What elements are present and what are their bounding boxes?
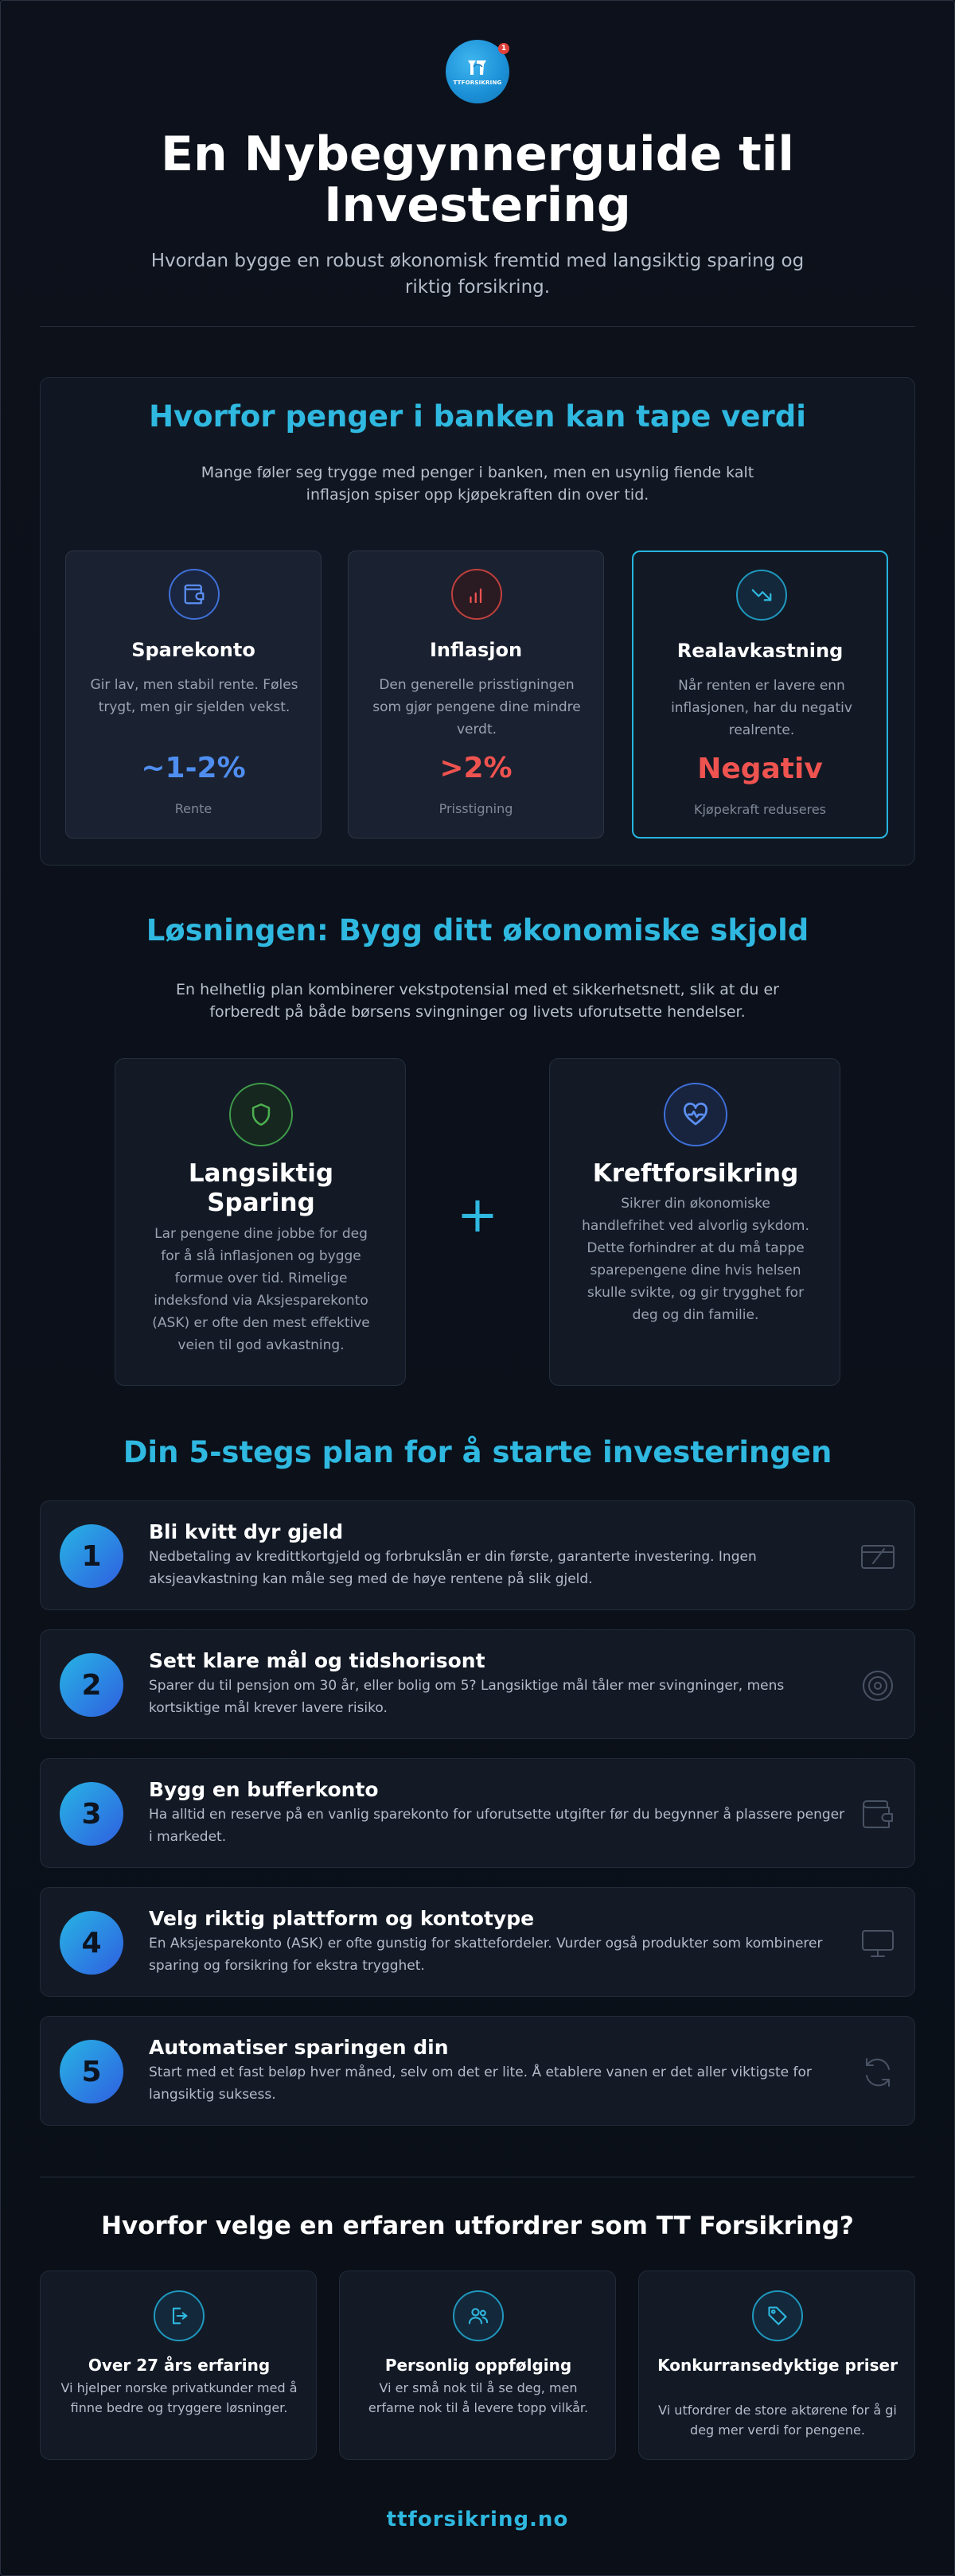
step-number: 1 (60, 1524, 123, 1588)
monitor-icon (860, 1928, 895, 1959)
door-arrow-icon (154, 2290, 205, 2341)
card-title: Inflasjon (429, 639, 523, 661)
step-description: En Aksjesparekonto (ASK) er ofte gunstig for skattefordeler. Vurder også produkter som kombinerer sparing og forsikring for ekstra trygghet. (149, 1936, 823, 1974)
card-realavkastning (632, 551, 888, 839)
shield-icon (229, 1083, 293, 1146)
card-caption: Prisstigning (439, 801, 513, 816)
tag-icon (752, 2290, 803, 2341)
step-card (40, 1500, 915, 1610)
page-title: En Nybegynnerguide til Investering (161, 126, 794, 233)
card-langsiktig-sparing (115, 1058, 406, 1386)
users-icon (453, 2290, 504, 2341)
section-intro-inflation: Mange føler seg trygge med penger i banken, men en usynlig fiende kalt inflasjon spiser opp kjøpekraften din over tid. (201, 464, 754, 504)
step-card (40, 1629, 915, 1739)
card-description: Vi hjelper norske privatkunder med å finne bedre og tryggere løsninger. (60, 2380, 298, 2415)
card-description: Når renten er lavere enn inflasjonen, har du negativ realrente. (671, 678, 852, 738)
card-caption: Rente (174, 801, 212, 816)
step-description: Nedbetaling av kredittkortgjeld og forbrukslån er din første, garanterte investering. Ingen aksjeavkastning kan måle seg med de høye rentene på slik gjeld. (149, 1549, 757, 1587)
logo-text: TTFORSIKRING (453, 80, 502, 86)
step-description: Ha alltid en reserve på en vanlig sparekonto for uforutsette utgifter før du begynner å plassere penger i markedet. (149, 1807, 845, 1845)
logo-mark-icon (466, 57, 489, 78)
step-card (40, 2016, 915, 2126)
card-value: ~1-2% (141, 752, 246, 784)
step-title: Automatiser sparingen din (149, 2036, 449, 2059)
card-title: Over 27 års erfaring (88, 2356, 271, 2375)
step-title: Sett klare mål og tidshorisont (149, 1649, 485, 1672)
step-card (40, 1758, 915, 1868)
card-kreftforsikring (549, 1058, 840, 1386)
card-description: Den generelle prisstigningen som gjør pengene dine mindre verdt. (372, 677, 581, 737)
credit-card-icon (860, 1541, 895, 1573)
wallet-icon (860, 1799, 895, 1831)
plus-icon: + (457, 1185, 498, 1243)
section-title-steps: Din 5-stegs plan for å starte investeringen (123, 1435, 832, 1469)
website-link[interactable]: ttforsikring.no (386, 2508, 569, 2531)
card-title: Realavkastning (676, 640, 844, 662)
step-number: 3 (60, 1782, 123, 1846)
card-title: Langsiktig Sparing (188, 1159, 334, 1217)
card-inflasjon (348, 551, 604, 839)
card-description: Lar pengene dine jobbe for deg for å slå inflasjonen og bygge formue over tid. Rimelige indeksfond via Aksjesparekonto (ASK) er ofte den mest effektive veien til god avkastning. (152, 1226, 370, 1353)
bar-chart-icon (451, 569, 502, 620)
target-icon (860, 1670, 895, 1702)
trend-down-icon (736, 570, 787, 621)
card-title: Personlig oppfølging (384, 2356, 572, 2375)
step-description: Sparer du til pensjon om 30 år, eller bolig om 5? Langsiktige mål tåler mer svingninger, mens kortsiktige mål krever lavere risiko. (149, 1678, 785, 1716)
divider (40, 326, 915, 327)
card-oppfolging (339, 2271, 616, 2460)
card-description: Gir lav, men stabil rente. Føles trygt, men gir sjelden vekst. (90, 677, 298, 715)
step-title: Bygg en bufferkonto (149, 1778, 379, 1801)
section-title-solution: Løsningen: Bygg ditt økonomiske skjold (146, 913, 809, 948)
step-card (40, 1887, 915, 1997)
refresh-icon (860, 2057, 895, 2088)
card-value: >2% (439, 752, 513, 784)
section-intro-solution: En helhetlig plan kombinerer vekstpotensial med et sikkerhetsnett, slik at du er forberedt på både børsens svingninger og livets uforutsette hendelser. (176, 981, 779, 1021)
card-title: Konkurransedyktige priser (657, 2356, 898, 2375)
card-caption: Kjøpekraft reduseres (693, 802, 827, 817)
notification-badge: 1 (498, 43, 509, 54)
heart-pulse-icon (664, 1083, 727, 1146)
card-description: Vi utfordrer de store aktørene for å gi deg mer verdi for pengene. (658, 2403, 897, 2438)
card-priser (638, 2271, 915, 2460)
wallet-icon (169, 569, 220, 620)
logo[interactable] (446, 40, 509, 103)
card-title: Sparekonto (131, 639, 255, 661)
step-number: 4 (60, 1911, 123, 1975)
section-title-inflation: Hvorfor penger i banken kan tape verdi (149, 399, 806, 434)
section-title-why: Hvorfor velge en erfaren utfordrer som TT Forsikring? (101, 2212, 854, 2240)
step-title: Bli kvitt dyr gjeld (149, 1520, 344, 1543)
card-description: Vi er små nok til å se deg, men erfarne nok til å levere topp vilkår. (368, 2380, 589, 2415)
card-value: Negativ (697, 753, 823, 785)
step-title: Velg riktig plattform og kontotype (149, 1907, 535, 1930)
step-number: 2 (60, 1653, 123, 1717)
step-number: 5 (60, 2040, 123, 2103)
card-erfaring (40, 2271, 317, 2460)
page-subtitle: Hvordan bygge en robust økonomisk fremtid med langsiktig sparing og riktig forsikring. (150, 251, 805, 298)
card-title: Kreftforsikring (592, 1159, 799, 1188)
card-description: Sikrer din økonomiske handlefrihet ved alvorlig sykdom. Dette forhindrer at du må tappe sparepengene dine hvis helsen skulle svikte, og gir trygghet for deg og din familie. (582, 1196, 809, 1323)
step-description: Start med et fast beløp hver måned, selv om det er lite. Å etablere vanen er det aller viktigste for langsiktig suksess. (149, 2064, 812, 2103)
card-sparekonto (65, 551, 322, 839)
